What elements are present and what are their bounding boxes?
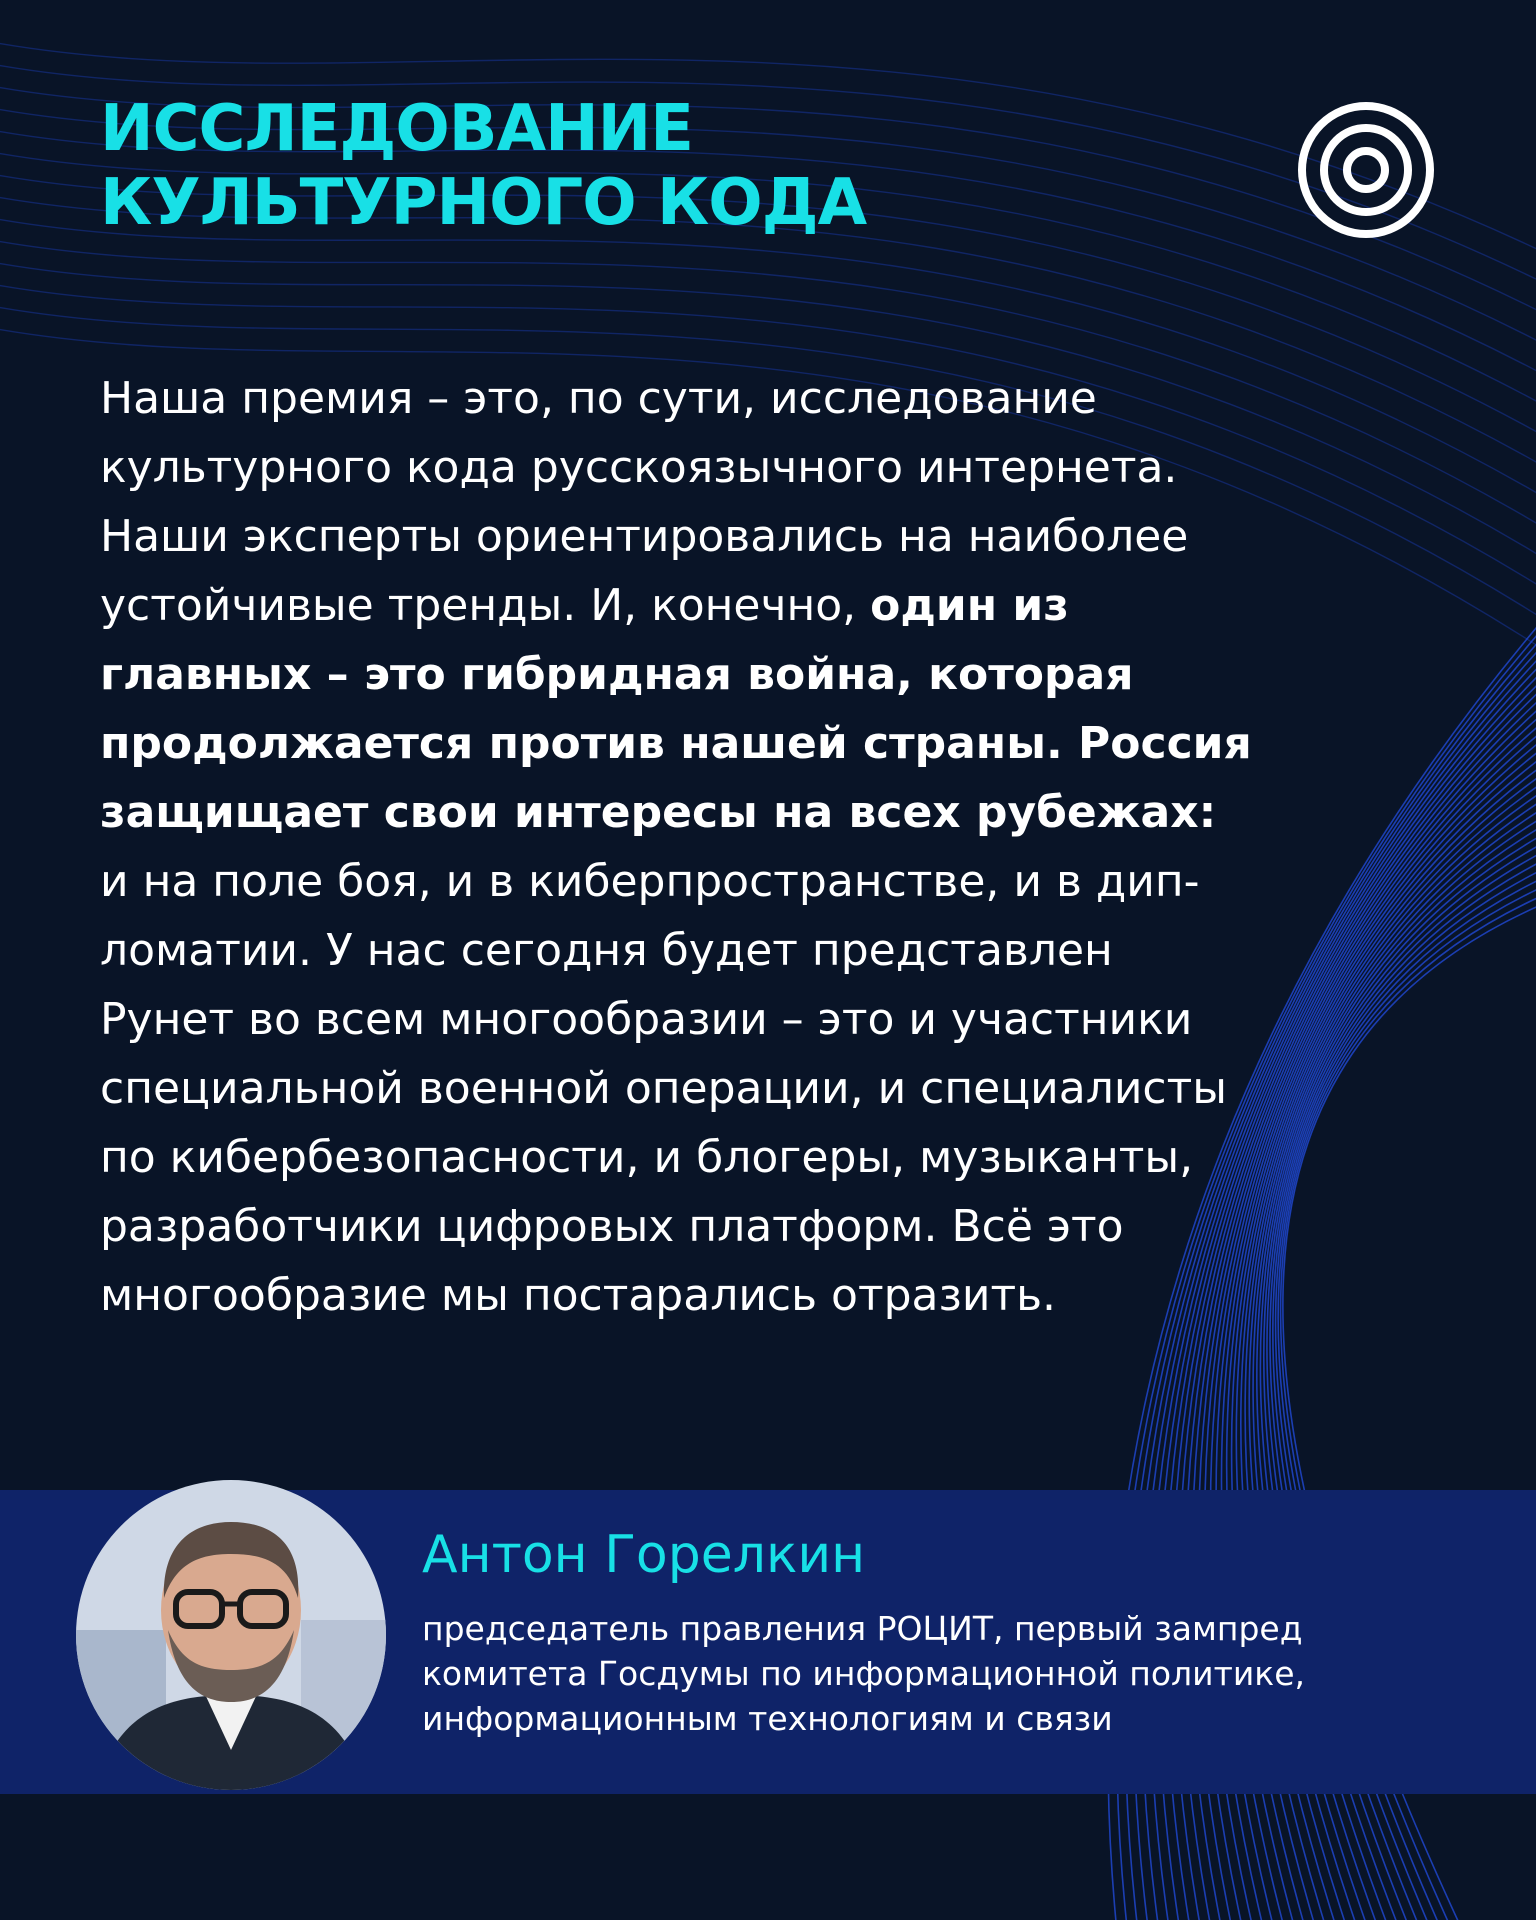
speaker-role-line: комитета Госдумы по информационной политике, [422,1654,1305,1693]
quote-line: культурного кода русскоязычного интернета. [100,442,1178,493]
quote-line: Наша премия – это, по сути, исследование [100,373,1097,424]
quote-text [100,364,1460,1330]
quote-line: разработчики цифровых платформ. Всё это [100,1201,1124,1252]
quote-highlight: один из [870,580,1069,631]
quote-line: ломатии. У нас сегодня будет представлен [100,925,1113,976]
quote-line: Рунет во всем многообразии – это и участники [100,994,1193,1045]
page-title [100,92,866,240]
quote-line: устойчивые тренды. И, конечно, один из [100,580,1069,631]
quote-line [100,640,1460,709]
quote-line: Наши эксперты ориентировались на наиболее [100,511,1189,562]
title-line-1: ИССЛЕДОВАНИЕ [100,92,693,166]
quote-highlight: продолжается против нашей страны. Россия [100,718,1252,769]
quote-line [100,709,1460,778]
concentric-circles-logo-icon [1296,100,1436,240]
quote-line: по кибербезопасности, и блогеры, музыканты, [100,1132,1194,1183]
quote-line: специальной военной операции, и специалисты [100,1063,1227,1114]
quote-line: и на поле боя, и в киберпространстве, и в дип- [100,856,1200,907]
speaker-role-line: председатель правления РОЦИТ, первый зампред [422,1609,1303,1648]
title-line-2: КУЛЬТУРНОГО КОДА [100,166,867,240]
quote-highlight: главных – это гибридная война, которая [100,649,1134,700]
speaker-portrait [76,1480,386,1790]
quote-highlight: защищает свои интересы на всех рубежах: [100,787,1217,838]
quote-line [100,778,1460,847]
speaker-role-line: информационным технологиям и связи [422,1699,1113,1738]
speaker-name: Антон Горелкин [422,1525,866,1585]
quote-line: многообразие мы постарались отразить. [100,1270,1057,1321]
speaker-role [422,1606,1305,1741]
